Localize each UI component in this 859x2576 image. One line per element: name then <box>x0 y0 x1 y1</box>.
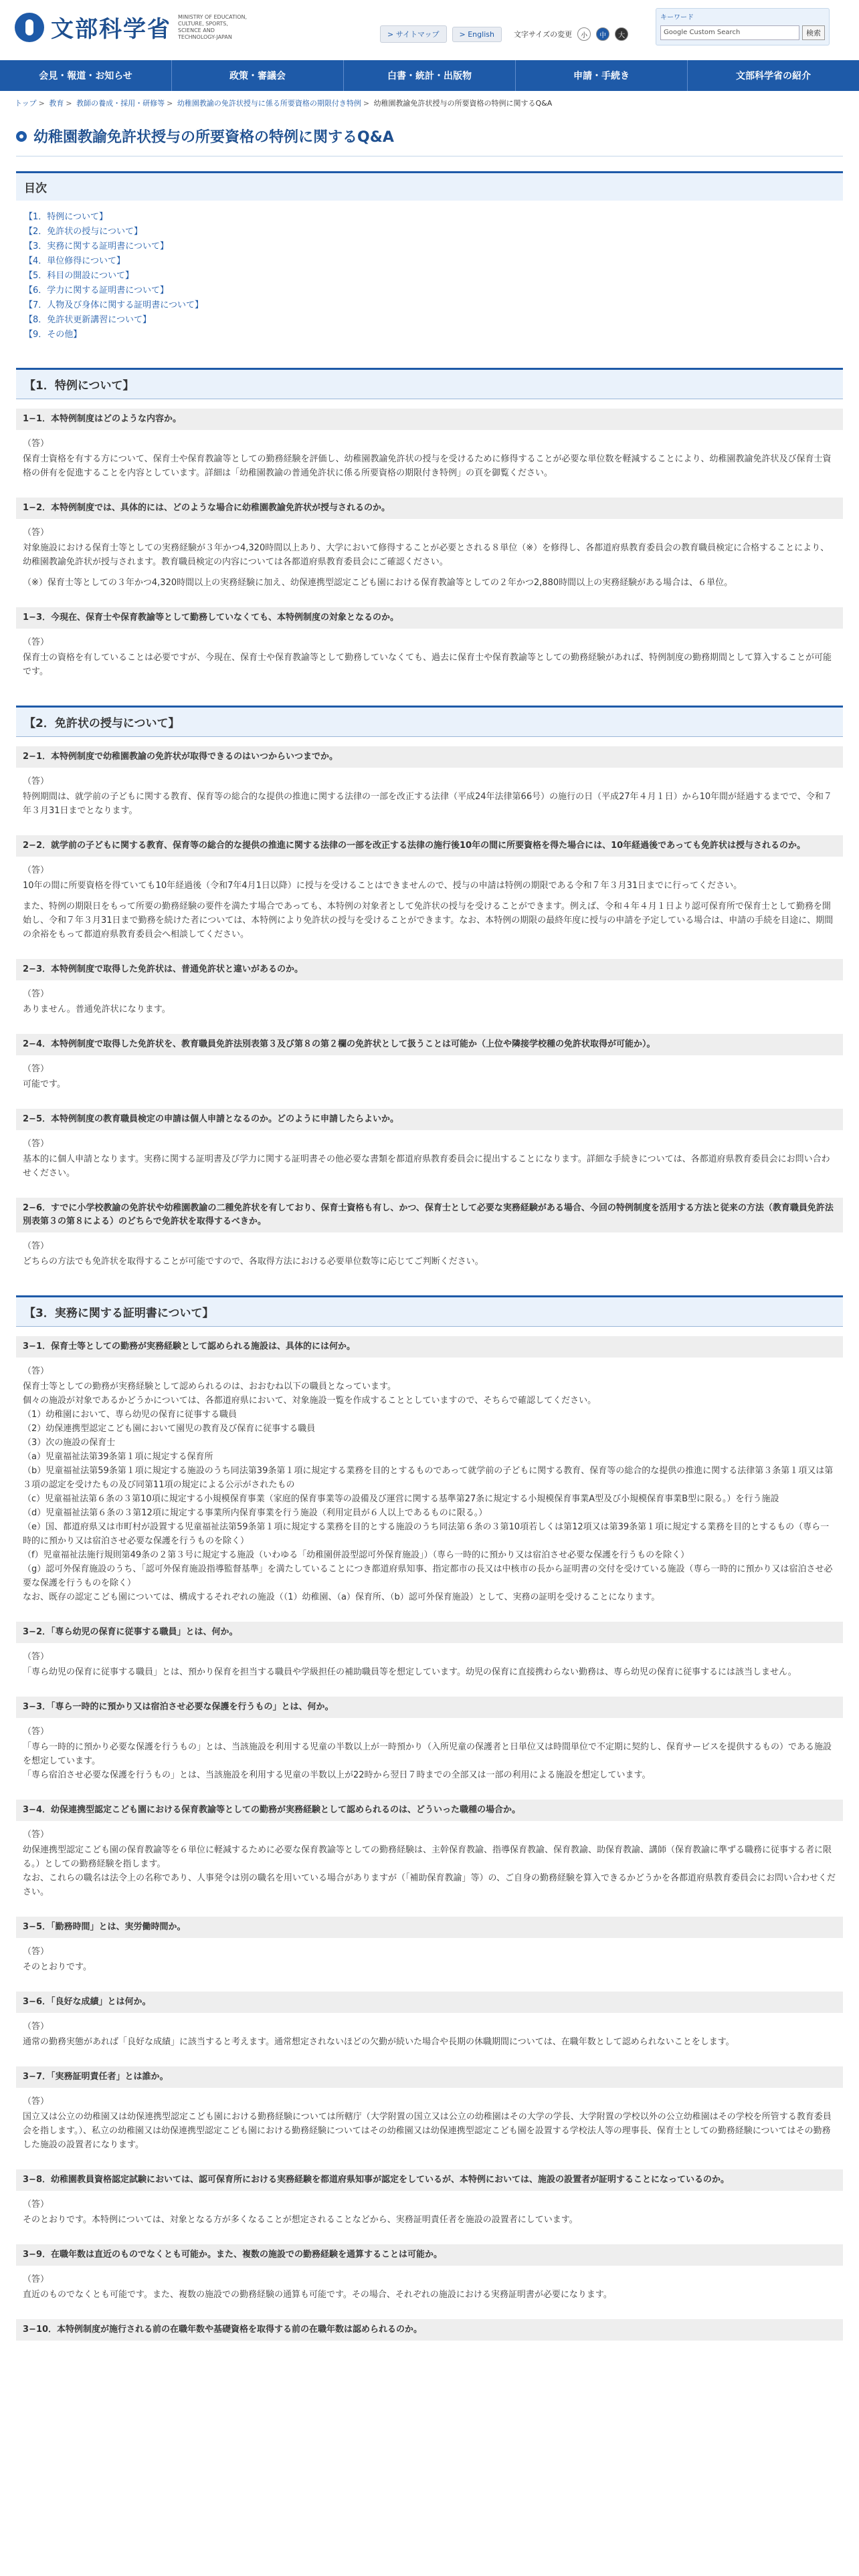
table-of-contents <box>16 171 843 349</box>
answer-list-item: （e）国、都道府県又は市町村が設置する児童福祉法第59条第１項に規定する業務を目的とする施設のうち同法第６条の３第10項若しくは第12項又は第39条第１項に規定する業務を目的とするもの（専ら一時的に預かり又は宿泊させ必要な保護を行うものを除く） <box>23 1522 830 1546</box>
answer-label: （答） <box>23 528 50 538</box>
answer-text: どちらの方法でも免許状を取得することが可能ですので、各取得方法における必要単位数等に応じてご判断ください。 <box>23 1257 484 1267</box>
question: 3−5．「勤務時間」とは、実労働時間か。 <box>16 1917 843 1938</box>
question: 2−6．すでに小学校教諭の免許状や幼稚園教諭の二種免許状を有しており、保育士資格も有し、かつ、保育士として必要な実務経験がある場合、今回の特例制度を活用する方法と従来の方法（教育職員免許法別表第３の第８による）のどちらで免許状を取得するべきか。 <box>16 1198 843 1232</box>
toc-list <box>16 201 843 349</box>
answer-text: 通常の勤務実態があれば「良好な成績」に該当すると考えます。通常想定されないほどの欠勤が続いた場合や長期の休職期間については、在職年数として認められないことをします。 <box>23 2037 735 2047</box>
breadcrumb-link[interactable]: 幼稚園教諭の免許状授与に係る所要資格の期限付き特例 <box>177 99 361 108</box>
nav-item-policy[interactable]: 政策・審議会 <box>172 60 344 91</box>
answer-list-item: （3）次の施設の保育士 <box>23 1438 116 1448</box>
toc-item[interactable]: 【5．科目の開設について】 <box>24 271 134 281</box>
nav-item-whitepaper[interactable]: 白書・統計・出版物 <box>344 60 516 91</box>
answer-list-item: （d）児童福祉法第６条の３第12項に規定する事業所内保育事業を行う施設（利用定員が６人以上であるものに限る。） <box>23 1508 488 1518</box>
question: 3−9．在職年数は直近のものでなくとも可能か。また、複数の施設での勤務経験を通算することは可能か。 <box>16 2244 843 2266</box>
question: 2−3．本特例制度で取得した免許状は、普通免許状と違いがあるのか。 <box>16 959 843 980</box>
site-header <box>0 0 859 56</box>
answer-text: 基本的に個人申請となります。実務に関する証明書及び学力に関する証明書その他必要な書類を都道府県教育委員会に提出することになります。詳細な手続きについては、各都道府県教育委員会にお問い合わせください。 <box>23 1154 830 1178</box>
section-heading: 【3．実務に関する証明書について】 <box>16 1295 843 1327</box>
keyword-label: キーワード <box>660 14 694 21</box>
answer-text: 国立又は公立の幼稚園又は幼保連携型認定こども園における勤務経験については所轄庁（大学附置の国立又は公立の幼稚園はその大学の学長、大学附置の学校以外の公立幼稚園はその学校を所管する教育委員会を指します。）、私立の幼稚園又は幼保連携型認定こども園における勤務経験についてはその幼稚園又は幼保連携型認定こども園を設置する学校法人等の理事長、保育士としての勤務経験についてはその勤務した施設の設置者になります。 <box>23 2112 832 2150</box>
answer-label: （答） <box>23 1366 50 1376</box>
breadcrumb-link[interactable]: 教育 <box>49 99 64 108</box>
toc-item[interactable]: 【4．単位修得について】 <box>24 256 126 266</box>
answer-label: （答） <box>23 439 50 449</box>
question: 3−10．本特例制度が施行される前の在職年数や基礎資格を取得する前の在職年数は認められるのか。 <box>16 2319 843 2341</box>
answer-text: 特例期間は、就学前の子どもに関する教育、保育等の総合的な提供の推進に関する法律の一部を改正する法律（平成24年法律第66号）の施行の日（平成27年４月１日）から10年間が経過するまでで、令和７年３月31日までとなります。 <box>23 792 832 816</box>
answer-list-item: （2）幼保連携型認定こども園において園児の教育及び保育に従事する職員 <box>23 1424 316 1434</box>
answer-text: そのとおりです。 <box>23 1962 92 1972</box>
answer-label: （答） <box>23 1241 50 1251</box>
answer <box>16 430 843 488</box>
question: 3−4．幼保連携型認定こども園における保育教諭等としての勤務が実務経験として認められるのは、どういった職種の場合か。 <box>16 1800 843 1821</box>
breadcrumb-link[interactable]: トップ <box>15 99 37 108</box>
answer-text: 保育士資格を有する方について、保育士や保育教諭等としての勤務経験を評価し、幼稚園教諭免許状の授与を受けるために修得することが必要な単位数を軽減することにより、幼稚園教諭免許状及び保育士資格の併有を促進することを内容としています。詳細は「幼稚園教諭の普通免許状に係る所要資格の期限付き特例」の頁を御覧ください。 <box>23 454 832 478</box>
toc-item[interactable]: 【2．免許状の授与について】 <box>24 227 143 237</box>
question: 3−1．保育士等としての勤務が実務経験として認められる施設は、具体的には何か。 <box>16 1336 843 1358</box>
answer-text: 「専ら一時的に預かり必要な保護を行うもの」とは、当該施設を利用する児童の半数以上が一時預かり（入所児童の保護者と日単位又は時間単位で不定期に契約し、保育サービスを提供するもの）である施設を想定しています。 <box>23 1742 832 1766</box>
answer <box>16 1055 843 1099</box>
answer <box>16 1821 843 1907</box>
answer-list-item: （f）児童福祉法施行規則第49条の２第３号に規定する施設（いわゆる「幼稚園併設型認可外保育施設」）（専ら一時的に預かり又は宿泊させ必要な保護を行うものを除く） <box>23 1550 690 1560</box>
question: 3−6．「良好な成績」とは何か。 <box>16 1992 843 2013</box>
answer <box>16 857 843 950</box>
search-input[interactable]: Google Custom Search <box>660 25 799 40</box>
answer-text: なお、既存の認定こども園については、構成するそれぞれの施設（（1）幼稚園、（a）保育所、（b）認可外保育施設）として、実務の証明を受けることになります。 <box>23 1592 660 1602</box>
section-tokurei <box>16 368 843 687</box>
answer <box>16 2191 843 2235</box>
question: 3−8．幼稚園教員資格認定試験においては、認可保育所における実務経験を都道府県知事が認定をしているが、本特例においては、施設の設置者が証明することになっているのか。 <box>16 2169 843 2191</box>
answer-text: 「専ら宿泊させ必要な保護を行うもの」とは、当該施設を利用する児童の半数以上が22時から翌日７時までの全部又は一部の利用による施設を想定しています。 <box>23 1770 651 1780</box>
answer-list-item: （1）幼稚園において、専ら幼児の保育に従事する職員 <box>23 1410 237 1420</box>
answer-text: 10年の間に所要資格を得ていても10年経過後（令和7年4月1日以降）に授与を受けることはできませんので、授与の申請は特例の期限である令和７年３月31日までに行ってください。 <box>23 881 743 891</box>
nav-item-about[interactable]: 文部科学省の紹介 <box>736 71 811 82</box>
answer-list-item: （g）認可外保育施設のうち、「認可外保育施設指導監督基準」を満たしていることにつき都道府県知事、指定都市の長又は中核市の長から証明書の交付を受けている施設（専ら一時的に預かり又は宿泊させ必要な保護を行うものを除く） <box>23 1564 833 1588</box>
title-bullet-icon <box>16 131 27 142</box>
english-link[interactable]: > English <box>452 27 502 42</box>
global-nav <box>0 60 859 91</box>
font-size-small-button[interactable]: 小 <box>577 27 591 41</box>
question: 2−4．本特例制度で取得した免許状を、教育職員免許法別表第３及び第８の第２欄の免許状として扱うことは可能か（上位や隣接学校種の免許状取得が可能か）。 <box>16 1034 843 1055</box>
answer-text: 保育士等としての勤務が実務経験として認められるのは、おおむね以下の職員となっています。 <box>23 1382 396 1392</box>
question: 3−2．「専ら幼児の保育に従事する職員」とは、何か。 <box>16 1622 843 1643</box>
site-search <box>656 8 830 45</box>
toc-item[interactable]: 【3．実務に関する証明書について】 <box>24 241 169 251</box>
answer <box>16 1130 843 1188</box>
answer <box>16 2088 843 2160</box>
font-size-large-button[interactable]: 大 <box>615 27 628 41</box>
sitemap-link[interactable]: > サイトマップ <box>380 25 447 43</box>
question: 1−1．本特例制度はどのような内容か。 <box>16 409 843 430</box>
answer-text: 可能です。 <box>23 1079 66 1089</box>
font-size-label: 文字サイズの変更 <box>513 30 573 39</box>
answer-text: また、特例の期限日をもって所要の勤務経験の要件を満たす場合であっても、本特例の対象者として免許状の授与を受けることができます。例えば、令和４年４月１日より認可保育所で保育士として勤務を開始し、令和７年３月31日まで勤務を続けた者については、本特例により免許状の授与を受けることができます。なお、本特例の期限の最終年度に授与の申請を予定している場合は、申請の手続を目途に、期間の余裕をもって都道府県教育委員会へ相談してください。 <box>23 901 834 940</box>
answer <box>16 768 843 826</box>
nav-item-press[interactable]: 会見・報道・お知らせ <box>0 60 172 91</box>
toc-item[interactable]: 【9．その他】 <box>24 330 82 340</box>
toc-item[interactable]: 【6．学力に関する証明書について】 <box>24 286 169 296</box>
font-size-medium-button[interactable]: 中 <box>596 27 609 41</box>
answer <box>16 1358 843 1612</box>
toc-item[interactable]: 【8．免許状更新講習について】 <box>24 315 152 325</box>
toc-item[interactable]: 【1．特例について】 <box>24 212 108 222</box>
answer <box>16 1938 843 1982</box>
utility-links <box>380 25 628 43</box>
logo-english-text: MINISTRY OF EDUCATION, CULTURE, SPORTS, SCIENCE AND TECHNOLOGY-JAPAN <box>178 13 248 40</box>
answer <box>16 2266 843 2310</box>
answer <box>16 629 843 687</box>
answer-label: （答） <box>23 1064 50 1074</box>
question: 1−3．今現在、保育士や保育教諭等として勤務していなくても、本特例制度の対象となるのか。 <box>16 607 843 629</box>
page-title-text: 幼稚園教諭免許状授与の所要資格の特例に関するQ&A <box>33 129 394 146</box>
toc-item[interactable]: 【7．人物及び身体に関する証明書について】 <box>24 300 204 310</box>
answer-label: （答） <box>23 2022 50 2032</box>
answer <box>16 1643 843 1687</box>
question: 3−3．「専ら一時的に預かり又は宿泊させ必要な保護を行うもの」とは、何か。 <box>16 1697 843 1718</box>
answer-list-item: （a）児童福祉法第39条第１項に規定する保育所 <box>23 1452 213 1462</box>
answer-text: そのとおりです。本特例については、対象となる方が多くなることが想定されることなどから、実務証明責任者を施設の設置者にしています。 <box>23 2215 578 2225</box>
section-jitsumu <box>16 1295 843 2341</box>
answer <box>16 519 843 598</box>
answer-text: 対象施設における保育士等としての実務経験が３年かつ4,320時間以上あり、大学において修得することが必要とされる８単位（※）を修得し、各都道府県教育委員会の教育職員検定に合格することにより、幼稚園教諭免許状が授与されます。教育職員検定の内容については各都道府県教育委員会にご確認ください。 <box>23 543 830 567</box>
question: 3−7．「実務証明責任者」とは誰か。 <box>16 2066 843 2088</box>
nav-item-application[interactable]: 申請・手続き <box>516 60 688 91</box>
question: 2−5．本特例制度の教育職員検定の申請は個人申請となるのか。どのように申請したらよいか。 <box>16 1109 843 1130</box>
answer-text: 直近のものでなくとも可能です。また、複数の施設での勤務経験の通算も可能です。その場合、それぞれの施設における実務証明書が必要になります。 <box>23 2290 612 2300</box>
breadcrumb-link[interactable]: 教師の養成・採用・研修等 <box>76 99 165 108</box>
answer-label: （答） <box>23 2274 50 2284</box>
answer-text: 保育士の資格を有していることは必要ですが、今現在、保育士や保育教諭等として勤務していなくても、過去に保育士や保育教諭等としての勤務経験があれば、特例制度の勤務期間として算入することが可能です。 <box>23 653 832 677</box>
answer-text: 個々の施設が対象であるかどうかについては、各都道府県において、対象施設一覧を作成することとしていますので、そちらで確認してください。 <box>23 1396 597 1406</box>
answer-label: （答） <box>23 1652 50 1662</box>
answer-label: （答） <box>23 776 50 786</box>
toc-heading: 目次 <box>16 173 843 201</box>
question: 1−2．本特例制度では、具体的には、どのような場合に幼稚園教諭免許状が授与されるのか。 <box>16 498 843 519</box>
section-heading: 【2．免許状の授与について】 <box>16 706 843 737</box>
answer-label: （答） <box>23 1947 50 1957</box>
answer-label: （答） <box>23 1139 50 1149</box>
answer-list-item: （b）児童福祉法第59条第１項に規定する施設のうち同法第39条第１項に規定する業務を目的とするものであって就学前の子どもに関する教育、保育等の総合的な提供の推進に関する法律第３条第１項又は第３項の認定を受けたもの及び同第11項の規定による公示がされたもの <box>23 1466 834 1490</box>
answer-text: 「専ら幼児の保育に従事する職員」とは、預かり保育を担当する職員や学級担任の補助職員等を想定しています。幼児の保育に直接携わらない勤務は、専ら幼児の保育に従事するには該当しません。 <box>23 1667 797 1677</box>
main-content <box>0 115 859 2341</box>
answer-text: ありません。普通免許状になります。 <box>23 1004 171 1014</box>
answer-label: （答） <box>23 1830 50 1840</box>
answer <box>16 980 843 1025</box>
answer-note: （※）保育士等としての３年かつ4,320時間以上の実務経験に加え、幼保連携型認定こども園における保育教諭等としての２年かつ2,880時間以上の実務経験がある場合は、６単位。 <box>23 578 733 588</box>
answer-text: なお、これらの職名は法令上の名称であり、人事発令は別の職名を用いている場合がありますが（「補助保育教諭」等）の、ご自身の勤務経験を算入できるかどうかを各都道府県教育委員会にお問い合わせください。 <box>23 1873 836 1897</box>
answer-text: 幼保連携型認定こども園の保育教諭等を６単位に軽減するために必要な保育教諭等としての勤務経験は、主幹保育教諭、指導保育教諭、保育教諭、助保育教諭、講師（保育教諭に準ずる職務に従事する者に限る。）としての勤務経験を指します。 <box>23 1845 832 1869</box>
section-juyo <box>16 706 843 1277</box>
question: 2−2．就学前の子どもに関する教育、保育等の総合的な提供の推進に関する法律の一部を改正する法律の施行後10年の間に所要資格を得た場合には、10年経過後であっても免許状は授与されるのか。 <box>16 835 843 857</box>
question: 2−1．本特例制度で幼稚園教諭の免許状が取得できるのはいつからいつまでか。 <box>16 746 843 768</box>
answer-label: （答） <box>23 989 50 999</box>
logo-text: 文部科学省 <box>51 16 171 43</box>
mext-logo[interactable] <box>15 11 252 43</box>
answer-label: （答） <box>23 1727 50 1737</box>
section-heading: 【1．特例について】 <box>16 368 843 399</box>
breadcrumb: トップ > 教育 > 教師の養成・採用・研修等 > 幼稚園教諭の免許状授与に係る所要資格の期限付き特例 > 幼稚園教諭免許状授与の所要資格の特例に関するQ&A <box>15 99 553 108</box>
answer <box>16 1718 843 1790</box>
search-button[interactable]: 検索 <box>802 25 825 40</box>
answer-label: （答） <box>23 865 50 875</box>
page-title <box>16 115 843 156</box>
mext-logo-mark-icon <box>15 13 44 42</box>
answer-list-item: （c）児童福祉法第６条の３第10項に規定する小規模保育事業（家庭的保育事業等の設備及び運営に関する基準第27条に規定する小規模保育事業A型及び小規模保育事業B型に限る。）を行う施設 <box>23 1494 779 1504</box>
answer <box>16 1232 843 1277</box>
answer-label: （答） <box>23 2097 50 2107</box>
breadcrumb-current: 幼稚園教諭免許状授与の所要資格の特例に関するQ&A <box>373 99 553 108</box>
answer-label: （答） <box>23 2199 50 2210</box>
answer <box>16 2013 843 2057</box>
answer-label: （答） <box>23 637 50 647</box>
